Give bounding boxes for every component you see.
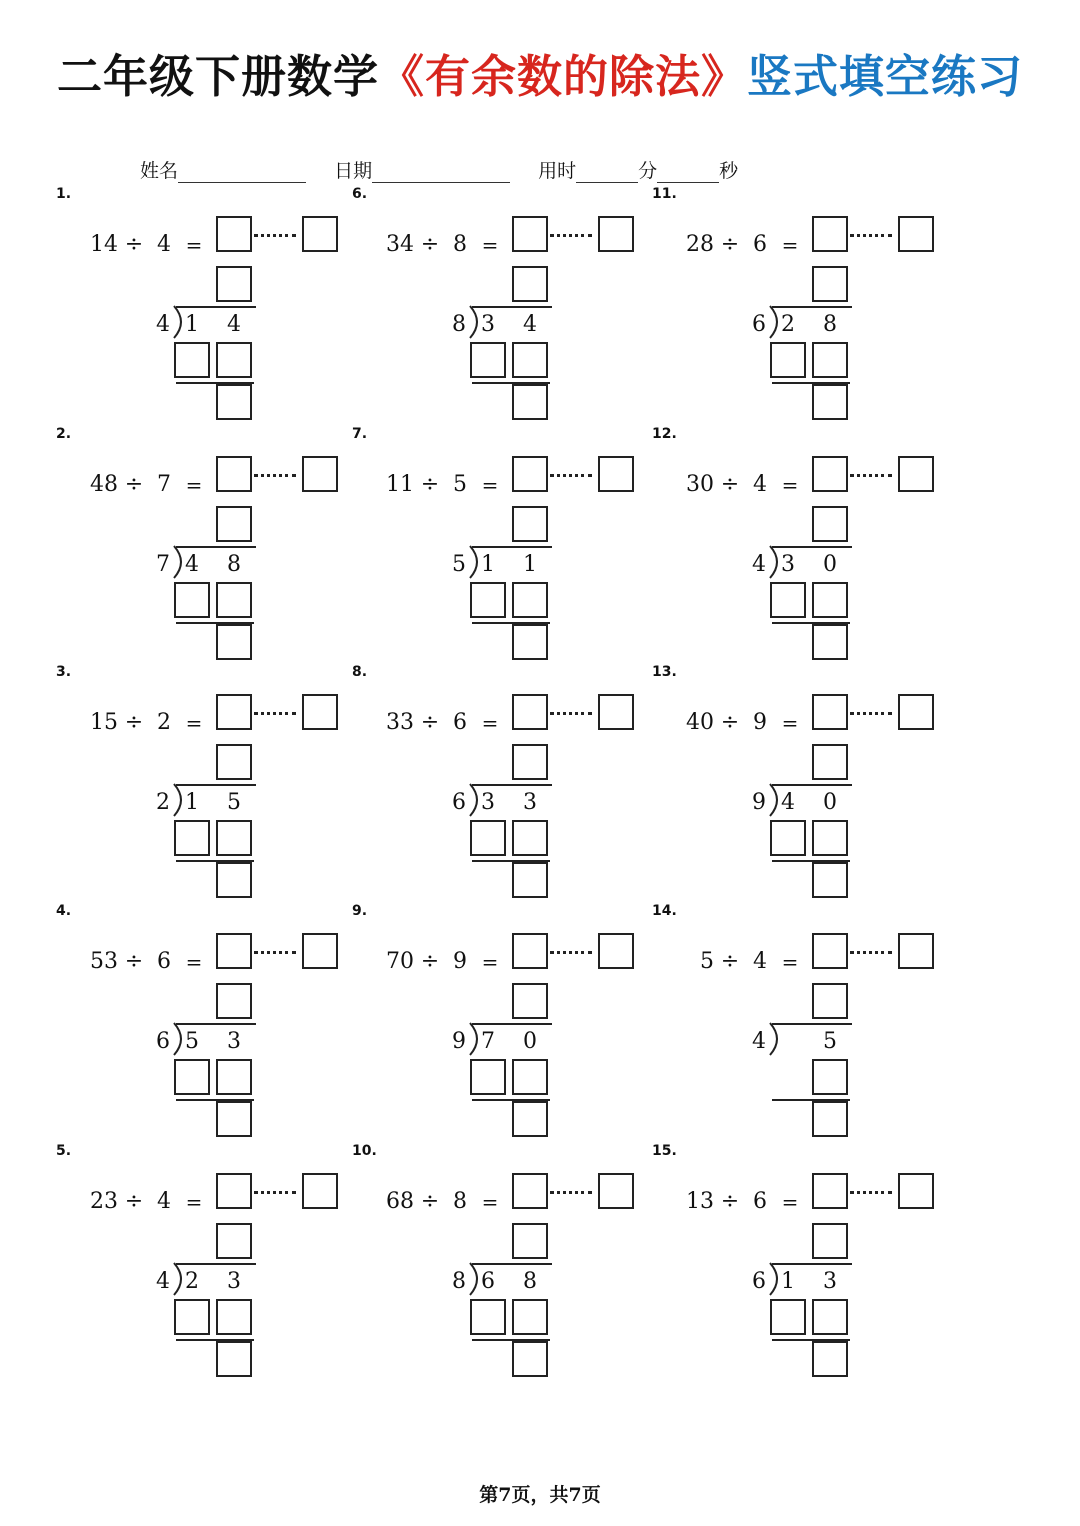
equation-divisor: 4 (157, 1189, 171, 1214)
dividend-digit-tens: 1 (781, 1269, 795, 1294)
product-ones-box[interactable] (216, 1059, 252, 1095)
equals-sign: = (481, 473, 499, 497)
long-division-quotient-box[interactable] (512, 506, 548, 542)
problem-number: 10. (352, 1143, 377, 1159)
equation-divisor: 4 (157, 232, 171, 257)
divide-sign: ÷ (124, 472, 144, 497)
remainder-answer-box[interactable] (598, 933, 634, 969)
product-tens-box[interactable] (174, 582, 210, 618)
remainder-dots (850, 947, 892, 954)
dividend-digit-tens: 7 (481, 1029, 495, 1054)
dividend-digit-ones: 0 (523, 1029, 537, 1054)
product-tens-box[interactable] (770, 582, 806, 618)
quotient-answer-box[interactable] (812, 694, 848, 730)
problem-number: 15. (652, 1143, 677, 1159)
problem-15 (652, 1143, 952, 1373)
product-ones-box[interactable] (512, 820, 548, 856)
long-division-divisor: 5 (452, 552, 466, 577)
long-division-divisor: 7 (156, 552, 170, 577)
dividend-digit-tens: 4 (781, 790, 795, 815)
equals-sign: = (185, 1190, 203, 1214)
dividend-digit-ones: 8 (227, 552, 241, 577)
equation-dividend: 68 (386, 1189, 414, 1214)
long-division-divisor: 6 (452, 790, 466, 815)
divide-sign: ÷ (124, 232, 144, 257)
divide-sign: ÷ (420, 949, 440, 974)
product-tens-box[interactable] (770, 820, 806, 856)
problem-2 (56, 426, 356, 656)
remainder-answer-box[interactable] (898, 456, 934, 492)
date-label: 日期 (334, 160, 373, 182)
long-division-divisor: 9 (452, 1029, 466, 1054)
quotient-answer-box[interactable] (512, 456, 548, 492)
remainder-dots (550, 230, 592, 237)
divide-sign: ÷ (124, 710, 144, 735)
dividend-digit-tens: 2 (185, 1269, 199, 1294)
second-label: 秒 (719, 160, 739, 182)
equation-divisor: 8 (453, 1189, 467, 1214)
product-ones-box[interactable] (216, 342, 252, 378)
remainder-work-box[interactable] (216, 384, 252, 420)
dividend-digit-ones: 8 (823, 312, 837, 337)
problem-7 (352, 426, 652, 656)
dividend-digit-ones: 0 (823, 790, 837, 815)
quotient-answer-box[interactable] (216, 216, 252, 252)
problem-number: 2. (56, 426, 72, 442)
dividend-digit-ones: 5 (227, 790, 241, 815)
product-tens-box[interactable] (174, 342, 210, 378)
problem-number: 4. (56, 903, 72, 919)
equals-sign: = (781, 950, 799, 974)
divide-sign: ÷ (420, 1189, 440, 1214)
equals-sign: = (481, 711, 499, 735)
long-division-divisor: 4 (752, 552, 766, 577)
dividend-digit-ones: 3 (523, 790, 537, 815)
title-topic: 《有余数的除法》 (378, 50, 747, 103)
quotient-answer-box[interactable] (216, 1173, 252, 1209)
product-tens-box[interactable] (174, 1059, 210, 1095)
remainder-dots (850, 1187, 892, 1194)
quotient-answer-box[interactable] (512, 933, 548, 969)
product-tens-box[interactable] (470, 1299, 506, 1335)
student-info-row (140, 156, 840, 182)
equation-dividend: 48 (90, 472, 118, 497)
equals-sign: = (781, 233, 799, 257)
remainder-work-box[interactable] (812, 1341, 848, 1377)
quotient-answer-box[interactable] (812, 456, 848, 492)
long-division-quotient-box[interactable] (216, 266, 252, 302)
divide-sign: ÷ (720, 949, 740, 974)
title-exercise-type: 竖式填空练习 (747, 50, 1024, 103)
problem-number: 8. (352, 664, 368, 680)
remainder-answer-box[interactable] (302, 694, 338, 730)
long-division-quotient-box[interactable] (216, 506, 252, 542)
product-ones-box[interactable] (512, 582, 548, 618)
equation-dividend: 30 (686, 472, 714, 497)
product-tens-box[interactable] (470, 1059, 506, 1095)
problem-4 (56, 903, 356, 1133)
quotient-answer-box[interactable] (812, 1173, 848, 1209)
problem-3 (56, 664, 356, 894)
remainder-work-box[interactable] (512, 384, 548, 420)
remainder-work-box[interactable] (512, 862, 548, 898)
remainder-dots (850, 470, 892, 477)
long-division-quotient-box[interactable] (512, 1223, 548, 1259)
dividend-digit-ones: 3 (227, 1269, 241, 1294)
long-division-quotient-box[interactable] (812, 983, 848, 1019)
equation-divisor: 9 (453, 949, 467, 974)
long-division-quotient-box[interactable] (812, 1223, 848, 1259)
remainder-dots (550, 1187, 592, 1194)
problem-number: 14. (652, 903, 677, 919)
remainder-work-box[interactable] (216, 862, 252, 898)
remainder-answer-box[interactable] (598, 456, 634, 492)
problem-number: 11. (652, 186, 677, 202)
long-division-divisor: 6 (156, 1029, 170, 1054)
divide-sign: ÷ (420, 472, 440, 497)
problem-number: 3. (56, 664, 72, 680)
equals-sign: = (185, 473, 203, 497)
dividend-digit-tens: 3 (481, 312, 495, 337)
quotient-answer-box[interactable] (512, 1173, 548, 1209)
equation-divisor: 4 (753, 472, 767, 497)
quotient-answer-box[interactable] (812, 216, 848, 252)
equals-sign: = (481, 1190, 499, 1214)
equals-sign: = (185, 711, 203, 735)
quotient-answer-box[interactable] (216, 933, 252, 969)
dividend-digit-ones: 0 (823, 552, 837, 577)
equation-dividend: 5 (700, 949, 714, 974)
remainder-work-box[interactable] (512, 1341, 548, 1377)
problem-11 (652, 186, 952, 416)
name-label: 姓名 (140, 160, 179, 182)
remainder-answer-box[interactable] (898, 933, 934, 969)
long-division-quotient-box[interactable] (512, 983, 548, 1019)
seconds-field[interactable] (657, 162, 719, 183)
page-footer: 第7页，共7页 (479, 1484, 601, 1506)
product-box[interactable] (812, 1059, 848, 1095)
product-tens-box[interactable] (770, 342, 806, 378)
product-tens-box[interactable] (174, 820, 210, 856)
product-ones-box[interactable] (812, 342, 848, 378)
equation-divisor: 4 (753, 949, 767, 974)
product-ones-box[interactable] (812, 1299, 848, 1335)
long-division-quotient-box[interactable] (812, 744, 848, 780)
equation-dividend: 15 (90, 710, 118, 735)
equation-divisor: 6 (753, 232, 767, 257)
remainder-work-box[interactable] (216, 1341, 252, 1377)
problem-number: 13. (652, 664, 677, 680)
dividend-digit-tens: 1 (185, 790, 199, 815)
equation-dividend: 28 (686, 232, 714, 257)
equation-dividend: 34 (386, 232, 414, 257)
problem-number: 7. (352, 426, 368, 442)
problem-8 (352, 664, 652, 894)
remainder-dots (550, 708, 592, 715)
problem-number: 5. (56, 1143, 72, 1159)
equation-dividend: 23 (90, 1189, 118, 1214)
remainder-answer-box[interactable] (302, 1173, 338, 1209)
quotient-answer-box[interactable] (812, 933, 848, 969)
problem-10 (352, 1143, 652, 1373)
long-division-divisor: 2 (156, 790, 170, 815)
remainder-answer-box[interactable] (302, 216, 338, 252)
problem-5 (56, 1143, 356, 1373)
dividend-digit: 5 (823, 1029, 837, 1054)
minute-label: 分 (638, 160, 658, 182)
problem-1 (56, 186, 356, 416)
problem-number: 9. (352, 903, 368, 919)
remainder-answer-box[interactable] (598, 1173, 634, 1209)
remainder-answer-box[interactable] (898, 1173, 934, 1209)
product-tens-box[interactable] (470, 820, 506, 856)
equals-sign: = (481, 950, 499, 974)
remainder-work-box[interactable] (812, 862, 848, 898)
remainder-work-box[interactable] (512, 1101, 548, 1137)
long-division-divisor: 8 (452, 312, 466, 337)
remainder-dots (254, 1187, 296, 1194)
dividend-digit-tens: 6 (481, 1269, 495, 1294)
dividend-digit-ones: 3 (227, 1029, 241, 1054)
divide-sign: ÷ (720, 472, 740, 497)
divide-sign: ÷ (420, 710, 440, 735)
equation-divisor: 5 (453, 472, 467, 497)
problem-number: 12. (652, 426, 677, 442)
long-division-divisor: 6 (752, 312, 766, 337)
remainder-answer-box[interactable] (302, 456, 338, 492)
remainder-dots (550, 470, 592, 477)
equation-dividend: 14 (90, 232, 118, 257)
dividend-digit-ones: 8 (523, 1269, 537, 1294)
problem-12 (652, 426, 952, 656)
equals-sign: = (781, 711, 799, 735)
divide-sign: ÷ (720, 710, 740, 735)
divide-sign: ÷ (720, 1189, 740, 1214)
product-ones-box[interactable] (512, 1059, 548, 1095)
product-tens-box[interactable] (770, 1299, 806, 1335)
equation-divisor: 8 (453, 232, 467, 257)
worksheet-title (0, 40, 1080, 103)
dividend-digit-tens: 1 (481, 552, 495, 577)
divide-sign: ÷ (124, 1189, 144, 1214)
remainder-work-box[interactable] (216, 624, 252, 660)
product-ones-box[interactable] (216, 582, 252, 618)
divide-sign: ÷ (124, 949, 144, 974)
dividend-digit-tens: 3 (481, 790, 495, 815)
long-division-divisor: 8 (452, 1269, 466, 1294)
long-division-quotient-box[interactable] (812, 266, 848, 302)
product-ones-box[interactable] (216, 1299, 252, 1335)
equation-dividend: 11 (386, 472, 414, 497)
problem-9 (352, 903, 652, 1133)
remainder-answer-box[interactable] (598, 694, 634, 730)
equals-sign: = (481, 233, 499, 257)
equation-dividend: 53 (90, 949, 118, 974)
quotient-answer-box[interactable] (512, 216, 548, 252)
remainder-dots (254, 470, 296, 477)
long-division-quotient-box[interactable] (216, 1223, 252, 1259)
product-tens-box[interactable] (470, 582, 506, 618)
equation-divisor: 6 (753, 1189, 767, 1214)
minutes-field[interactable] (576, 162, 638, 183)
product-ones-box[interactable] (812, 582, 848, 618)
equation-divisor: 9 (753, 710, 767, 735)
dividend-digit-tens: 4 (185, 552, 199, 577)
product-ones-box[interactable] (512, 1299, 548, 1335)
dividend-digit-tens: 1 (185, 312, 199, 337)
equation-dividend: 13 (686, 1189, 714, 1214)
division-bracket (766, 1021, 786, 1059)
equation-divisor: 7 (157, 472, 171, 497)
divide-sign: ÷ (720, 232, 740, 257)
remainder-answer-box[interactable] (598, 216, 634, 252)
remainder-dots (550, 947, 592, 954)
problem-13 (652, 664, 952, 894)
divide-sign: ÷ (420, 232, 440, 257)
equation-divisor: 6 (157, 949, 171, 974)
dividend-digit-tens: 5 (185, 1029, 199, 1054)
remainder-work-box[interactable] (216, 1101, 252, 1137)
long-division-divisor: 6 (752, 1269, 766, 1294)
remainder-dots (254, 947, 296, 954)
long-division-divisor: 9 (752, 790, 766, 815)
title-grade-subject: 二年级下册数学 (56, 50, 379, 103)
dividend-digit-tens: 3 (781, 552, 795, 577)
product-ones-box[interactable] (216, 820, 252, 856)
dividend-digit-ones: 3 (823, 1269, 837, 1294)
equals-sign: = (185, 950, 203, 974)
equation-divisor: 6 (453, 710, 467, 735)
problem-number: 6. (352, 186, 368, 202)
long-division-divisor: 4 (156, 312, 170, 337)
product-ones-box[interactable] (812, 820, 848, 856)
equals-sign: = (781, 1190, 799, 1214)
equation-dividend: 70 (386, 949, 414, 974)
equals-sign: = (781, 473, 799, 497)
dividend-digit-tens: 2 (781, 312, 795, 337)
quotient-answer-box[interactable] (216, 456, 252, 492)
quotient-answer-box[interactable] (512, 694, 548, 730)
long-division-quotient-box[interactable] (216, 744, 252, 780)
date-field[interactable] (372, 162, 510, 183)
dividend-digit-ones: 4 (227, 312, 241, 337)
long-division-quotient-box[interactable] (812, 506, 848, 542)
remainder-dots (254, 230, 296, 237)
time-label: 用时 (538, 160, 577, 182)
remainder-answer-box[interactable] (898, 216, 934, 252)
quotient-answer-box[interactable] (216, 694, 252, 730)
problem-14 (652, 903, 952, 1133)
remainder-work-box[interactable] (812, 624, 848, 660)
long-division-quotient-box[interactable] (512, 266, 548, 302)
remainder-dots (850, 708, 892, 715)
equals-sign: = (185, 233, 203, 257)
remainder-dots (254, 708, 296, 715)
equation-dividend: 33 (386, 710, 414, 735)
product-tens-box[interactable] (174, 1299, 210, 1335)
long-division-divisor: 4 (752, 1029, 766, 1054)
name-field[interactable] (178, 162, 306, 183)
dividend-digit-ones: 1 (523, 552, 537, 577)
product-ones-box[interactable] (512, 342, 548, 378)
remainder-work-box[interactable] (812, 384, 848, 420)
remainder-work-box[interactable] (512, 624, 548, 660)
problem-number: 1. (56, 186, 72, 202)
remainder-dots (850, 230, 892, 237)
problem-6 (352, 186, 652, 416)
long-division-divisor: 4 (156, 1269, 170, 1294)
equation-divisor: 2 (157, 710, 171, 735)
remainder-work-box[interactable] (812, 1101, 848, 1137)
product-tens-box[interactable] (470, 342, 506, 378)
long-division-quotient-box[interactable] (512, 744, 548, 780)
equation-dividend: 40 (686, 710, 714, 735)
remainder-answer-box[interactable] (302, 933, 338, 969)
dividend-digit-ones: 4 (523, 312, 537, 337)
long-division-quotient-box[interactable] (216, 983, 252, 1019)
remainder-answer-box[interactable] (898, 694, 934, 730)
